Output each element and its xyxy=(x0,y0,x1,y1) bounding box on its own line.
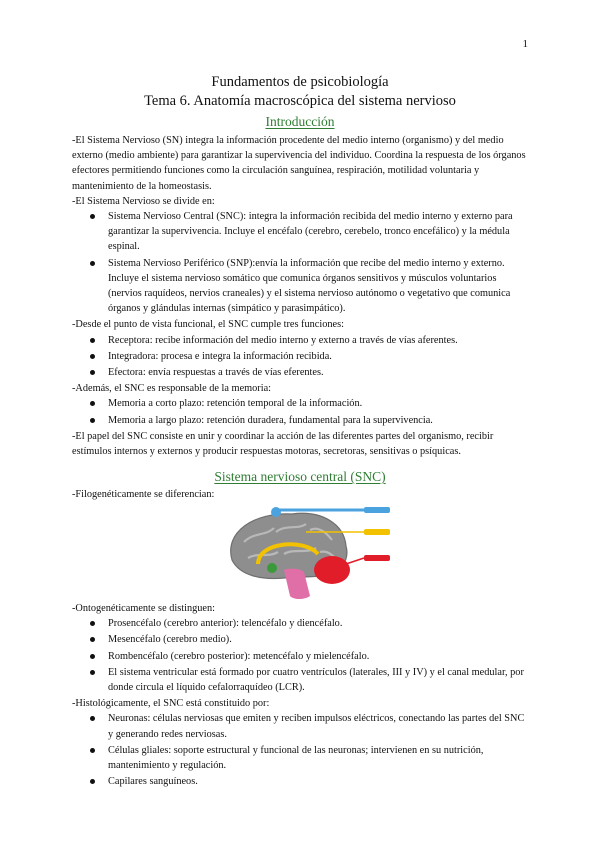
legend-yellow-tag xyxy=(364,529,390,535)
red-cerebellum xyxy=(314,556,350,584)
page-number: 1 xyxy=(522,38,528,50)
memory-lead: -Además, el SNC es responsable de la memoria: xyxy=(72,383,272,395)
list-item: Efectora: envía respuestas a través de vías eferentes. xyxy=(108,365,528,380)
list-item: Integradora: procesa e integra la información recibida. xyxy=(108,349,528,364)
list-item: Prosencéfalo (cerebro anterior): telencéfalo y diencéfalo. xyxy=(108,616,528,631)
snc-heading: Sistema nervioso central (SNC) xyxy=(214,469,386,484)
list-item: El sistema ventricular está formado por cuatro ventrículos (laterales, III y IV) y el canal medular, por donde circula el líquido cefalorraquídeo (LCR). xyxy=(108,665,528,695)
list-item: Capilares sanguíneos. xyxy=(108,774,528,789)
document-title: Fundamentos de psicobiología xyxy=(211,74,389,90)
list-item: Memoria a largo plazo: retención duradera, fundamental para la supervivencia. xyxy=(108,413,528,428)
histological-lead: -Histológicamente, el SNC está constituido por: xyxy=(72,698,270,710)
intro-paragraph: -El Sistema Nervioso (SN) integra la información procedente del medio interno (organismo) y del medio externo (medio ambiente) para garantizar la supervivencia del individuo. Coordina la respuesta de los órganos efectores permitiendo funciones como la circulación sanguínea, respiración, motilidad voluntaria y mantenimiento de la homeostasis. xyxy=(72,135,526,192)
histological-list xyxy=(72,711,528,789)
snc-role-paragraph: -El papel del SNC consiste en unir y coordinar la acción de las diferentes partes del organismo, recibir estímulos internos y externos y producir respuestas motoras, secretoras, sensitivas o psíquicas. xyxy=(72,430,494,458)
ontogenetic-list xyxy=(72,616,528,695)
ontogenetic-lead: -Ontogenéticamente se distinguen: xyxy=(72,603,215,614)
document-subtitle: Tema 6. Anatomía macroscópica del sistema nervioso xyxy=(144,93,456,109)
legend-red-tag xyxy=(364,555,390,561)
list-item: Rombencéfalo (cerebro posterior): metencéfalo y mielencéfalo. xyxy=(108,649,528,664)
list-item: Sistema Nervioso Periférico (SNP):envía la información que recibe del medio interno y externo. Incluye el sistema nervioso somático que comunica órganos sensitivos y músculos voluntarios (nervios raquídeos, nervios craneales) y el sistema nervioso autónomo o vegetativo que comunica órganos y glándulas internas (simpático y parasimpático). xyxy=(108,256,528,317)
intro-section xyxy=(72,133,528,459)
list-item: Células gliales: soporte estructural y funcional de las neuronas; intervienen en su nutrición, mantenimiento y regulación. xyxy=(108,743,528,773)
intro-division-lead: -El Sistema Nervioso se divide en: xyxy=(72,195,215,207)
snc-details-section xyxy=(72,601,528,790)
brain-diagram xyxy=(214,502,396,604)
red-pointer xyxy=(346,558,364,564)
blue-marker xyxy=(271,507,281,517)
brain-figure xyxy=(214,502,396,604)
list-item: Sistema Nervioso Central (SNC): integra la información recibida del medio interno y externo para garantizar la supervivencia. Incluye el encéfalo (cerebro, cerebelo, tronco encefálico) y la médula espinal. xyxy=(108,209,528,255)
memory-list xyxy=(72,396,528,427)
legend-blue-tag xyxy=(364,507,390,513)
division-list xyxy=(72,209,528,316)
list-item: Receptora: recibe información del medio interno y externo a través de vías aferentes. xyxy=(108,333,528,348)
functions-lead: -Desde el punto de vista funcional, el SNC cumple tres funciones: xyxy=(72,319,344,331)
functions-list xyxy=(72,333,528,381)
intro-heading: Introducción xyxy=(265,114,335,129)
phylogenetic-lead: -Filogenéticamente se diferencian: xyxy=(72,489,215,500)
list-item: Memoria a corto plazo: retención temporal de la información. xyxy=(108,396,528,411)
green-structure xyxy=(267,563,277,573)
list-item: Mesencéfalo (cerebro medio). xyxy=(108,632,528,647)
list-item: Neuronas: células nerviosas que emiten y reciben impulsos eléctricos, conectando las partes del SNC y generando redes nerviosas. xyxy=(108,711,528,741)
